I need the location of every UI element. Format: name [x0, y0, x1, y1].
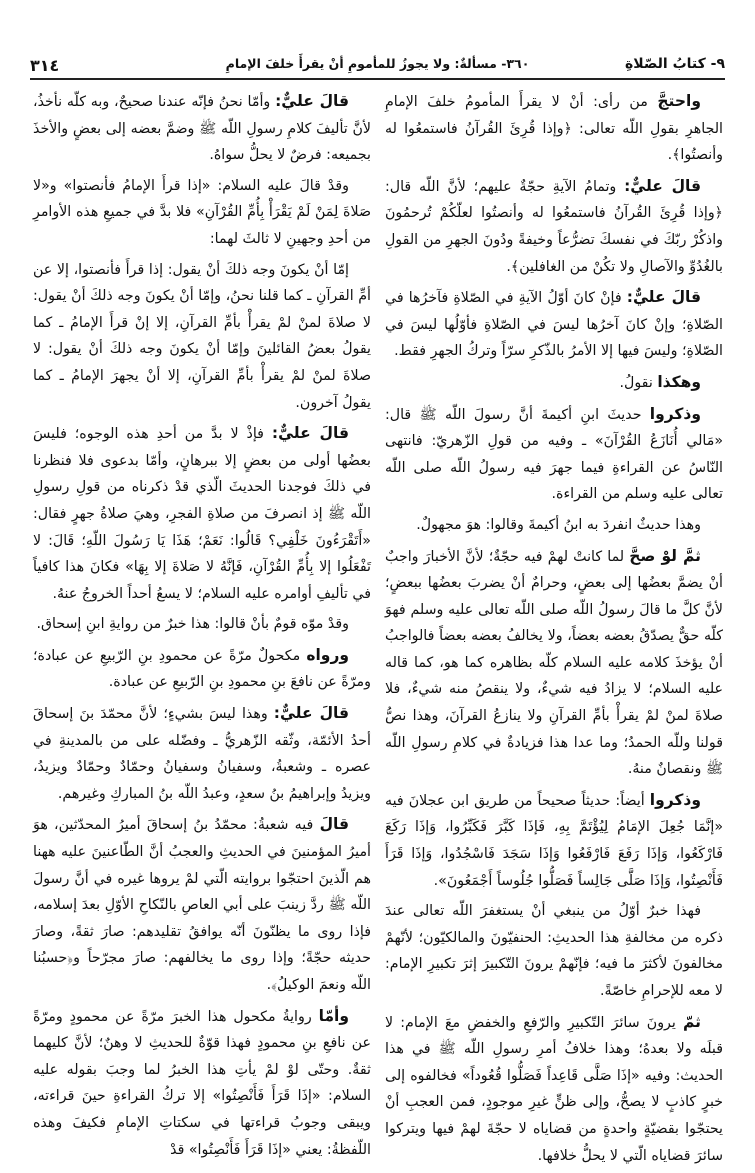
paragraph — [385, 512, 723, 539]
paragraph-lead: ورواه — [306, 645, 349, 664]
paragraph — [385, 88, 723, 169]
paragraph — [33, 173, 371, 253]
paragraph-lead: ثمَّ لوْ صحَّ — [629, 546, 701, 565]
paragraph-text: فإنْ كانَ أوّلُ الآيةِ في الصّلاةِ فآخرُها في الصّلاةِ؛ وإنْ كانَ آخرُها ليسَ في الصّلاةِ فأوّلُها ليسَ في الصّلاةِ؛ وليسَ فيها إلا الأمرُ بالذّكرِ سرّاً وتركُ الجهرِ فقط. — [385, 290, 723, 360]
paragraph — [385, 173, 723, 280]
paragraph-text: من رأى: أنْ لا يقرأَ المأمومُ خلفَ الإمامِ الجاهرِ بقولِ اللّه تعالى: ﴿وإذا قُرِئَ القُرآنُ فاستمعُوا له وأنصتُوا﴾. — [385, 94, 723, 164]
paragraph — [33, 88, 371, 169]
paragraph-text: وأمّا نحنُ فإنّه عندنا صحيحٌ، وبه كلّه نأخذُ، لأنَّ تأليفَ كلامِ رسولِ اللّه ﷺ وضمَّ بعضه إلى بعضٍ والأخذَ بجميعه: فرضٌ لا يحلُّ سواهُ. — [33, 94, 371, 164]
paragraph — [33, 1003, 371, 1164]
right-text-column — [385, 88, 723, 1173]
paragraph-lead: وهكذا — [657, 372, 701, 391]
paragraph-text: فهذا خبرٌ أوّلُ من ينبغي أنْ يستغفرَ اللّه تعالى عندَ ذكره من مخالفةِ هذا الحديثِ: الحنفيّونَ والمالكيّون؛ لأنّهمْ مخالفونَ لأكثرَ ما فيه؛ فإنّهمْ يرونَ التّكبيرَ إثرَ تكبيرِ الإمام: لا معه للإحرامِ خاصّةً. — [385, 903, 723, 999]
paragraph-text: فيه شعبةُ: محمّدُ بنُ إسحاقَ أميرُ المحدّثين، هوَ أميرُ المؤمنينَ في الحديثِ والعجبُ أنَّ الطّاعنينَ عليه ههنا هم الّذينَ احتجّوا بروايته الّتي لمْ يروها غيره في أنَّ رسولَ اللّه ﷺ ردَّ زينبَ على أبي العاصِ بالنّكاحِ الأوّلِ بعدَ إسلامه، فإذا روى ما يظنّونَ أنّه يوافقُ تقليدهم: صارَ ثقةً، وصارَ حديثه حجّةً؛ وإذا روى ما يخالفهم: صارَ مجرّحاً و﴿حسبُنا اللّه ونعمَ الوكيلُ﴾. — [33, 817, 371, 993]
paragraph-lead: واحتجَّ — [657, 92, 701, 110]
running-header — [30, 52, 725, 80]
paragraph — [33, 420, 371, 607]
paragraph-lead: وذكروا — [649, 790, 701, 809]
paragraph-text: وهذا حديثٌ انفردَ به ابنُ أكيمةَ وقالوا: هوَ مجهولٌ. — [416, 516, 701, 533]
paragraph-text: وقدْ قالَ عليه السلام: «إذا قرأَ الإمامُ فأنصتوا» و«لا صَلاةَ لِمَنْ لَمْ يَقْرَأْ بِأُمِّ القُرْآنِ» فلا بدَّ في جميعِ هذه الأوامرِ من أحدِ وجهينِ لا ثالثَ لهما: — [33, 177, 371, 247]
paragraph-lead: قالَ عليٌّ: — [271, 424, 349, 443]
paragraph — [385, 369, 723, 397]
paragraph-text: مكحولٌ مرّةً عن محمودِ بنِ الرّبيعِ عن عبادة؛ ومرّةً عن نافعَ بنِ محمودِ بنِ الرّبيعِ عن عبادة. — [33, 647, 371, 691]
paragraph — [385, 898, 723, 1004]
section-title: ٣٦٠- مسألةٌ: ولا يجوزُ للمأمومِ أنْ يقرأَ خلفَ الإمامِ — [225, 56, 530, 71]
paragraph-lead: وأمّا — [318, 1006, 349, 1025]
paragraph — [33, 811, 371, 998]
paragraph-lead: قالَ عليٌّ: — [626, 288, 701, 307]
paragraph-text: يرونَ سائرَ التّكبيرِ والرّفعِ والخفضِ معَ الإمام: لا قبلَه ولا بعدهُ؛ وهذا خلافُ أمرِ رسولِ اللّه ﷺ في هذا الحديث: وفيه «إذَا صَلَّى قَاعِداً فَصَلُّوا قُعُوداً» فخالفوه إلى خبرٍ كاذبٍ لا يصحُّ، وإلى ظنٍّ غيرِ موجودٍ، فمن العجبِ أنْ يحتجّوا بقضيّةٍ واحدةٍ من قضاياه لا حجّةَ لهمْ فيها ويتركوا سائرَ قضاياه الّتي لا يحلُّ خلافها. — [385, 1014, 723, 1164]
paragraph — [385, 543, 723, 783]
paragraph-text: وهذا ليسَ بشيءٍ؛ لأنَّ محمّدَ بنَ إسحاقَ أحدُ الأئمّة، وثّقه الزّهريُّ ـ وفضّله على من بالمدينةِ في عصره ـ وشعبةُ، وسفيانُ وسفيانُ وحمّادٌ وحمّادٌ ويزيدُ، ويزيدُ وإبراهيمُ بنُ سعدٍ، وعبدُ اللّه بنُ المباركِ وغيرهم. — [33, 706, 371, 802]
paragraph-text: نقولُ. — [619, 374, 658, 391]
paragraph — [385, 787, 723, 894]
book-title: ٩- كتابُ الصّلاةِ — [624, 56, 725, 72]
paragraph-lead: قالَ عليٌّ: — [275, 92, 349, 110]
paragraph — [385, 284, 723, 365]
paragraph-text: وقدْ موّه قومٌ بأنْ قالوا: هذا خبرٌ من روايةِ ابنِ إسحاق. — [36, 616, 349, 633]
paragraph-lead: وذكروا — [649, 404, 701, 423]
paragraph-lead: قالَ عليٌّ: — [273, 704, 349, 723]
paragraph-text: روايةُ مكحول هذا الخبرَ مرّةً عن محمودٍ ومرّةً عن نافعِ بنِ محمودٍ فهذا قوّةٌ للحديثِ لا وهنٌ؛ لأنَّ كليهما ثقةٌ. وحتّى لوْ لمْ يأتِ هذا الخبرُ لما وجبَ بقوله عليه السلام: «إذَا قَرَأَ فَأَنْصِتُوا» إلا تركُ القراءةِ حينَ قراءته، ويبقى وجوبُ قراءتها في سكتاتِ الإمامِ فكيفَ وهذه اللّفظةُ: يعني «إذَا قَرَأَ فَأَنْصِتُوا» قدْ — [33, 1008, 371, 1158]
page-number: ٣١٤ — [30, 56, 60, 75]
paragraph-text: فإذْ لا بدَّ من أحدِ هذه الوجوه؛ فليسَ بعضُها أولى من بعضٍ إلا ببرهانٍ، وأمّا بدعوى فلا فنظرنا في ذلكَ فوجدنا الحديثَ الّذي قدْ ذكرناه من قولِ رسولِ اللّه ﷺ إذ انصرفَ من صلاةِ الفجرِ، وهيَ صلاةُ جهرٍ فقال: «أَتَقْرَءُونَ خَلْفِي؟ قَالُوا: نَعَمْ؛ هَذَا يَا رَسُولَ اللّهِ؛ قَالَ: لا تَفْعَلُوا إلا بِأُمِّ القُرْآنِ، فَإنَّهُ لا صَلاةَ إلا بِهَا» فكانَ هذا كافياً في تأليفِ أوامره عليه السلام؛ لا يسعُ أحداً الخروجُ عنهُ. — [33, 426, 371, 602]
paragraph-lead: قالَ — [319, 815, 349, 834]
paragraph-text: لما كانتْ لهمْ فيه حجّةٌ؛ لأنَّ الأخبارَ واجبٌ أنْ يضمَّ بعضُها إلى بعضٍ، وحرامٌ أنْ يضربَ بعضُها ببعضٍ؛ لأنَّ كلَّ ما قالَ رسولُ اللّه صلى اللّه تعالى عليه وسلم فهوَ كلّه حقٌّ يصدّقُ بعضه بعضاً، ولا يخالفُ بعضه بعضاً فالواجبُ أنْ يؤخذَ كلامه عليه السلام كلّه بظاهره كما هو، كما قاله عليه السلام؛ لا يزادُ فيه شيءٌ، ولا ينقصُ منه شيءٌ، فلا صلاةَ لمنْ لمْ يقرأْ بأمِّ القرآنِ ولا ينازعُ القرآنَ، وهذا نصُّ قولنا وللّه الحمدُ؛ وما عدا هذا فزيادةٌ في كلامِ رسولِ اللّه ﷺ ونقصانٌ منهُ. — [385, 548, 723, 778]
paragraph — [33, 257, 371, 417]
left-text-column — [33, 88, 371, 1167]
paragraph — [385, 1009, 723, 1170]
paragraph-lead: قالَ عليٌّ: — [624, 176, 701, 195]
paragraph-text: أيضاً: حديثاً صحيحاً من طريق ابن عجلانَ فيه «إنَّمَا جُعِلَ الإمَامُ لِيُؤْتَمَّ بِهِ، فَإذَا كَبَّرَ فَكَبِّرُوا، وَإذَا رَكَعَ فَارْكَعُوا، وَإذَا رَفَعَ فَارْفَعُوا وَإذَا سَجَدَ فَاسْجُدُوا، وَإذَا قَرَأَ فَأَنْصِتُوا، وَإذَا صَلَّى جَالِساً فَصَلُّوا جُلُوساً أَجْمَعُونَ». — [385, 792, 723, 889]
paragraph — [385, 401, 723, 508]
paragraph — [33, 700, 371, 807]
paragraph — [33, 611, 371, 638]
paragraph-lead: ثمّ — [683, 1012, 701, 1031]
paragraph-text: حديثَ ابنِ أكيمةَ أنَّ رسولَ اللّه ﷺ قال: «مَالي أُنَازَعُ القُرْآنَ» ـ وفيه من قولِ الزّهريّ: فانتهى النّاسُ عن القراءةِ فيما جهرَ فيه رسولُ اللّه صلى اللّه تعالى عليه وسلم من القراءة. — [385, 406, 723, 503]
paragraph-text: إمّا أنْ يكونَ وجه ذلكَ أنْ يقول: إذا قرأَ فأنصتوا، إلا عن أمِّ القرآنِ ـ كما قلنا نحنُ، وإمّا أنْ يكونَ وجه ذلكَ أنْ يقول: لا صلاةَ لمنْ لمْ يقرأْ بأمِّ القرآنِ، إلا إنْ قرأَ الإمامُ ـ كما يقولُ بعضُ القائلينَ وإمّا أنْ يكونَ وجه ذلكَ أنْ يقول: لا صلاةَ لمنْ لمْ يقرأْ بأمِّ القرآنِ، إلا أنْ يجهرَ الإمامُ ـ كما يقولُ آخرون. — [33, 261, 371, 411]
paragraph-text: وتمامُ الآيةِ حجّةٌ عليهم؛ لأنَّ اللّه قال: ﴿وإذا قُرِئَ القُرآنُ فاستمعُوا له وأنصتُوا لعلّكُمْ تُرحمُونَ واذكُرْ ربّكَ في نفسكَ تضرُّعاً وخيفةً ودُونَ الجهرِ من القولِ بالغُدُوِّ والآصالِ ولا تكُنْ من الغافلين﴾. — [385, 178, 723, 275]
paragraph — [33, 642, 371, 696]
